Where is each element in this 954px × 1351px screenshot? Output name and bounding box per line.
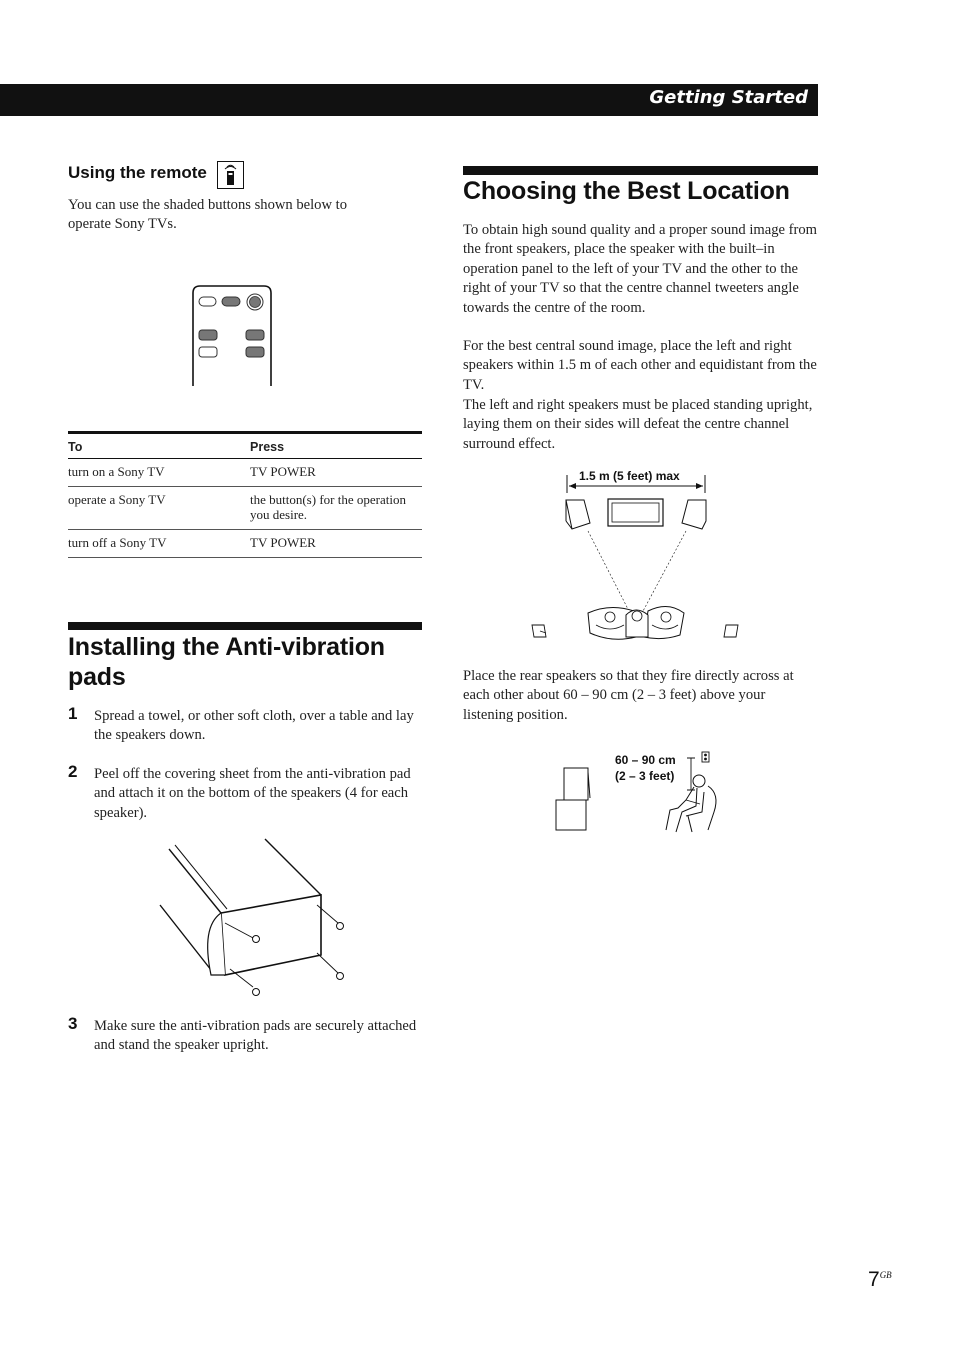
using-remote-heading: Using the remote (68, 163, 207, 182)
location-para-4: Place the rear speakers so that they fire directly across at each other about 60 – 90 cm (2 – 3 feet) above your listening position. (463, 668, 794, 723)
table-cell: the button(s) for the operation you desire. (250, 487, 422, 530)
table-row (68, 459, 422, 487)
remote-icon (217, 161, 244, 189)
step-number: 1 (68, 704, 78, 723)
remote-illustration (188, 283, 278, 387)
page-number-value: 7 (868, 1268, 880, 1291)
table-cell: turn on a Sony TV (68, 459, 250, 487)
table-cell: turn off a Sony TV (68, 530, 250, 558)
table-cell: TV POWER (250, 459, 422, 487)
location-heading: Choosing the Best Location (463, 177, 790, 205)
section-rule (463, 166, 818, 175)
step-text: Peel off the covering sheet from the anti-vibration pad and attach it on the bottom of the speakers (4 for each speaker). (94, 766, 411, 821)
location-para-2: For the best central sound image, place the left and right speakers within 1.5 m of each other and equidistant from the TV. (463, 338, 817, 393)
height-label-line-2: (2 – 3 feet) (615, 769, 675, 783)
header-bar (0, 84, 818, 116)
location-para-1: To obtain high sound quality and a proper sound image from the front speakers, place the speaker with the built–in operation panel to the left of your TV and the other to the right of your TV so that the centre channel tweeters angle towards the centre of the room. (463, 222, 818, 316)
remote-commands-table (68, 431, 422, 558)
table-cell: TV POWER (250, 530, 422, 558)
table-row (68, 487, 422, 530)
step-text: Make sure the anti-vibration pads are securely attached and stand the speaker upright. (94, 1018, 417, 1054)
step-number: 2 (68, 762, 78, 781)
table-header-row (68, 433, 422, 459)
table-cell: operate a Sony TV (68, 487, 250, 530)
location-para-3: The left and right speakers must be placed standing upright, laying them on their sides will defeat the centre channel surround effect. (463, 397, 813, 452)
speaker-pads-illustration (155, 835, 355, 1000)
table-row (68, 530, 422, 558)
step-number: 3 (68, 1014, 78, 1033)
column-header: Press (250, 433, 422, 459)
remote-intro: You can use the shaded buttons shown below to operate Sony TVs. (68, 197, 348, 233)
section-rule (68, 622, 422, 630)
height-label-line-1: 60 – 90 cm (615, 753, 676, 767)
pads-heading: Installing the Anti-vibration pads (68, 633, 385, 691)
front-speaker-placement-diagram (520, 465, 750, 650)
section-title: Getting Started (649, 87, 808, 108)
page-number (868, 1268, 892, 1292)
column-header: To (68, 433, 250, 459)
rear-speaker-height-diagram (550, 750, 725, 835)
step-text: Spread a towel, or other soft cloth, over a table and lay the speakers down. (94, 708, 414, 744)
distance-label: 1.5 m (5 feet) max (579, 469, 680, 483)
page-suffix: GB (879, 1270, 892, 1280)
